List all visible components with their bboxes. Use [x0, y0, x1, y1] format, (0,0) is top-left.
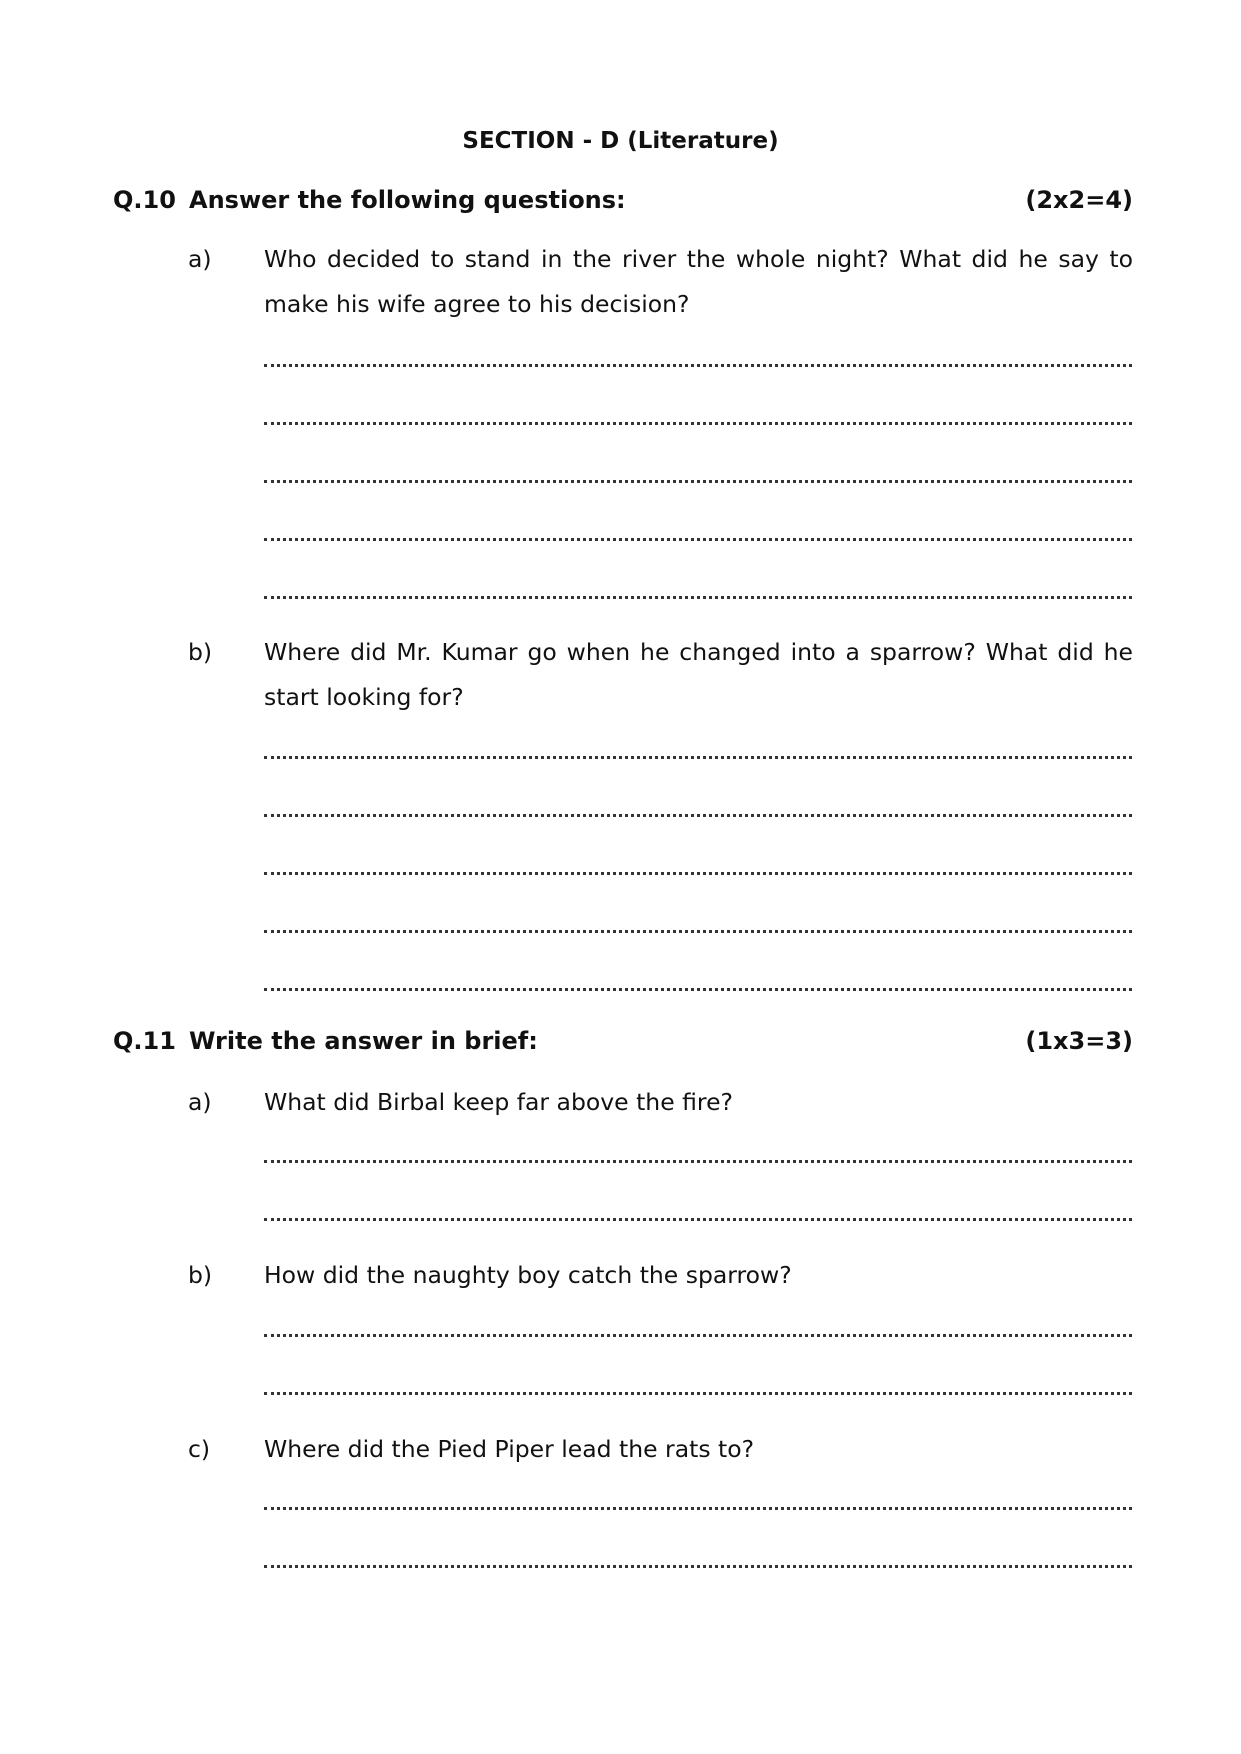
answer-line[interactable]	[264, 872, 1132, 875]
sub-question-text: Where did Mr. Kumar go when he changed into a sparrow? What did he start looking for?	[264, 638, 1133, 711]
answer-line[interactable]	[264, 930, 1132, 933]
answer-line[interactable]	[264, 480, 1132, 483]
section-title: SECTION - D (Literature)	[462, 128, 779, 154]
answer-line[interactable]	[264, 1507, 1132, 1510]
sub-question-label: b)	[188, 1261, 213, 1289]
sub-question-text: Where did the Pied Piper lead the rats to?	[264, 1435, 755, 1463]
sub-question-text: How did the naughty boy catch the sparrow?	[264, 1261, 792, 1289]
answer-line[interactable]	[264, 1160, 1132, 1163]
question-instruction: Write the answer in brief:	[189, 1027, 538, 1055]
answer-line[interactable]	[264, 988, 1132, 991]
question-number: Q.10	[113, 186, 176, 214]
question-10-header	[113, 186, 1133, 218]
question-number: Q.11	[113, 1027, 176, 1055]
question-marks: (2x2=4)	[1025, 186, 1133, 214]
answer-line[interactable]	[264, 1218, 1132, 1221]
answer-line[interactable]	[264, 364, 1132, 367]
question-11c	[188, 1427, 1133, 1472]
answer-line[interactable]	[264, 814, 1132, 817]
question-11a	[188, 1080, 1133, 1125]
sub-question-label: a)	[188, 245, 212, 273]
answer-line[interactable]	[264, 1334, 1132, 1337]
answer-line[interactable]	[264, 596, 1132, 599]
sub-question-text: What did Birbal keep far above the fire?	[264, 1088, 734, 1116]
answer-line[interactable]	[264, 756, 1132, 759]
sub-question-label: b)	[188, 638, 213, 666]
question-marks: (1x3=3)	[1025, 1027, 1133, 1055]
answer-line[interactable]	[264, 422, 1132, 425]
answer-line[interactable]	[264, 1565, 1132, 1568]
sub-question-label: c)	[188, 1435, 211, 1463]
question-10b	[188, 630, 1133, 720]
answer-line[interactable]	[264, 538, 1132, 541]
question-11b	[188, 1253, 1133, 1298]
sub-question-text: Who decided to stand in the river the whole night? What did he say to make his wife agree to his decision?	[264, 245, 1133, 318]
question-instruction: Answer the following questions:	[189, 186, 626, 214]
sub-question-label: a)	[188, 1088, 212, 1116]
answer-line[interactable]	[264, 1392, 1132, 1395]
question-11-header	[113, 1027, 1133, 1059]
question-10a	[188, 237, 1133, 327]
